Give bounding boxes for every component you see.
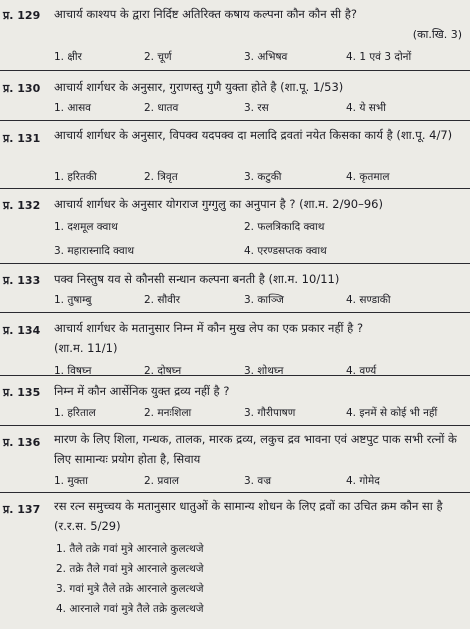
option-2: 2. धातव <box>144 102 179 114</box>
divider <box>0 312 470 313</box>
option-2: 2. दोषघ्न <box>144 365 182 377</box>
option-1: 1. तैले तक्रे गवां मुत्रे आरनाले कुलत्थजे <box>56 543 204 555</box>
question-text: मारण के लिए शिला, गन्धक, तालक, मारक द्रव्य, लकुच द्रव भावना एवं अष्टपुट पाक सभी रत्नों के लिए सामान्यः प्रयोग होता है, सिवाय <box>54 432 457 466</box>
divider <box>0 263 470 264</box>
option-1: 1. तुषाम्बु <box>54 294 92 306</box>
question-number: प्र. 131 <box>3 132 41 145</box>
divider <box>0 425 470 426</box>
option-4: 4. आरनाले गवां मुत्रे तैले तक्रे कुलत्थजे <box>56 603 204 615</box>
option-2: 2. प्रवाल <box>144 475 180 487</box>
divider <box>0 375 470 376</box>
option-4: 4. 1 एवं 3 दोनों <box>346 51 412 63</box>
option-4: 4. ये सभी <box>346 102 386 114</box>
option-3: 3. गवां मुत्रे तैले तक्रे आरनाले कुलत्थजे <box>56 583 204 595</box>
question-number: प्र. 134 <box>3 324 41 337</box>
question-number: प्र. 135 <box>3 386 41 399</box>
divider <box>0 120 470 121</box>
option-1: 1. विषघ्न <box>54 365 92 377</box>
option-2: 2. सौवीर <box>144 294 181 306</box>
question-number: प्र. 129 <box>3 9 41 22</box>
question-text: रस रत्न समुच्चय के मतानुसार धातुओं के सामान्य शोधन के लिए द्रवों का उचित क्रम कौन सा है (र.र.स. 5/29) <box>54 499 443 533</box>
option-1: 1. हरितकी <box>54 171 97 183</box>
option-4: 4. एरण्डसप्तक क्वाथ <box>244 245 327 257</box>
option-3: 3. वज्र <box>244 475 272 487</box>
option-1: 1. क्षीर <box>54 51 82 63</box>
question-number: प्र. 136 <box>3 436 41 449</box>
question-number: प्र. 133 <box>3 274 41 287</box>
option-3: 3. महारास्नादि क्वाथ <box>54 245 135 257</box>
question-text: आचार्य शार्गधर के अनुसार योगराज गुग्गुलु का अनुपान है ? (शा.म. 2/90–96) <box>54 197 383 211</box>
option-1: 1. हरिताल <box>54 407 96 419</box>
question-number: प्र. 132 <box>3 199 41 212</box>
option-3: 3. अभिषव <box>244 51 288 63</box>
option-1: 1. दशमूल क्वाथ <box>54 221 118 233</box>
option-3: 3. काञ्जि <box>244 294 284 306</box>
option-3: 3. गौरीपाषण <box>244 407 296 419</box>
question-text: आचार्य काश्यप के द्वारा निर्दिष्ट अतिरिक्त कषाय कल्पना कौन कौन सी है? <box>54 7 357 21</box>
option-2: 2. त्रिवृत <box>144 171 178 183</box>
option-1: 1. आसव <box>54 102 92 114</box>
divider <box>0 188 470 189</box>
option-1: 1. मुक्ता <box>54 475 88 487</box>
option-4: 4. गोमेद <box>346 475 380 487</box>
question-reference: (शा.म. 11/1) <box>54 341 118 355</box>
divider <box>0 70 470 71</box>
question-reference: (का.खि. 3) <box>412 28 462 41</box>
question-number: प्र. 130 <box>3 82 41 95</box>
option-2: 2. मनःशिला <box>144 407 192 419</box>
option-4: 4. सण्डाकी <box>346 294 391 306</box>
option-4: 4. इनमें से कोई भी नहीं <box>346 407 438 419</box>
question-text: निम्न में कौन आर्सेनिक युक्त द्रव्य नहीं है ? <box>54 384 230 398</box>
question-number: प्र. 137 <box>3 503 41 516</box>
option-3: 3. रस <box>244 102 269 114</box>
divider <box>0 492 470 493</box>
option-4: 4. कृतमाल <box>346 171 390 183</box>
option-2: 2. तक्रे तैले गवां मुत्रे आरनाले कुलत्थजे <box>56 563 204 575</box>
option-4: 4. वर्ण्य <box>346 365 377 377</box>
option-2: 2. चूर्ण <box>144 51 172 63</box>
question-text: आचार्य शार्गधर के मतानुसार निम्न में कौन मुख लेप का एक प्रकार नहीं है ? <box>54 321 364 335</box>
option-3: 3. शोथघ्न <box>244 365 284 377</box>
question-text: पक्व निस्तुष यव से कौनसी सन्धान कल्पना बनती है (शा.म. 10/11) <box>54 272 340 286</box>
option-3: 3. कटुकी <box>244 171 282 183</box>
question-text: आचार्य शार्गधर के अनुसार, गुराणस्तु गुणै युक्ता होते है (शा.पू. 1/53) <box>54 80 344 94</box>
option-2: 2. फलत्रिकादि क्वाथ <box>244 221 325 233</box>
question-text: आचार्य शार्गधर के अनुसार, विपक्व यदपक्व दा मलादि द्रवतां नयेत किसका कार्य है (शा.पू. 4/7) <box>54 128 453 142</box>
